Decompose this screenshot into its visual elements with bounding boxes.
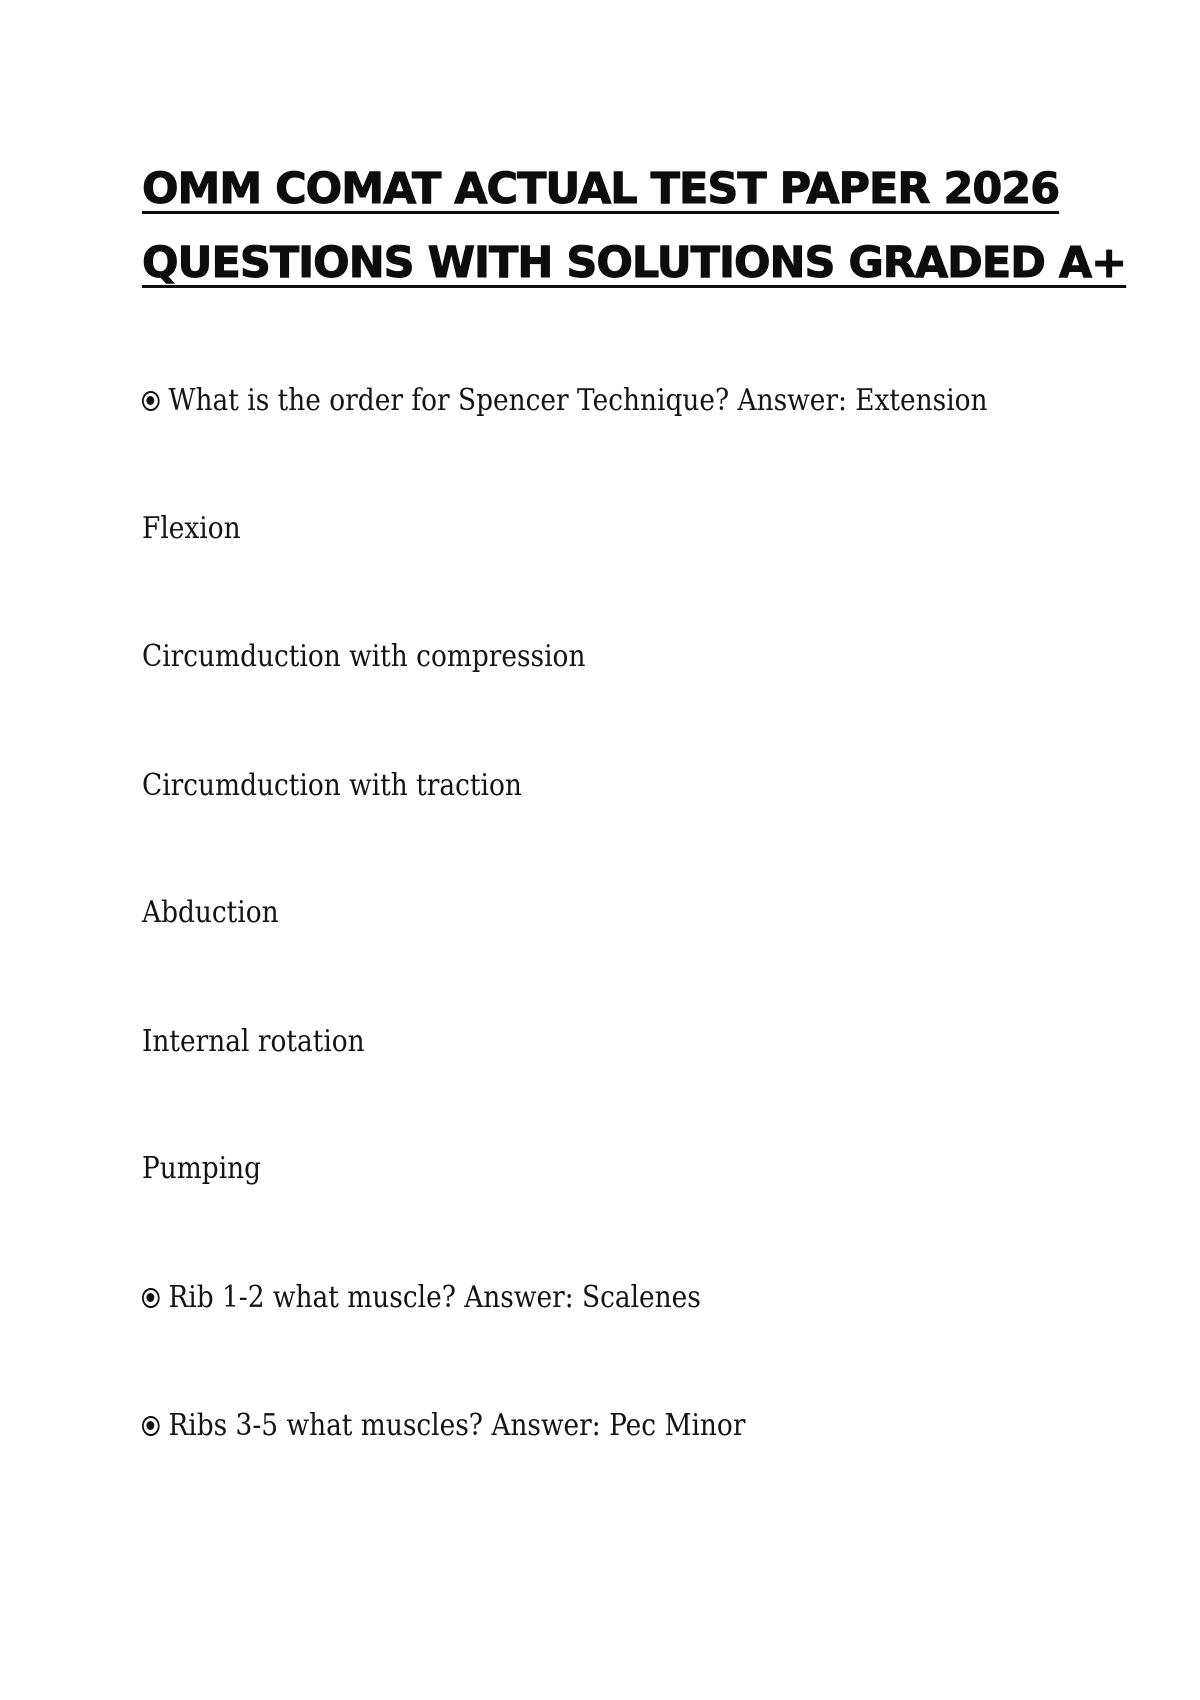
answer-step-circumduction-traction: Circumduction with traction (142, 768, 522, 803)
question-2-text: Rib 1-2 what muscle? Answer: Scalenes (168, 1280, 701, 1315)
question-2 (142, 1280, 701, 1316)
question-3-text: Ribs 3-5 what muscles? Answer: Pec Minor (168, 1408, 746, 1443)
answer-step-pumping: Pumping (142, 1151, 262, 1186)
answer-step-flexion: Flexion (142, 511, 241, 546)
answer-step-internal-rotation: Internal rotation (142, 1024, 365, 1059)
radio-bullet-icon (142, 391, 160, 411)
title-line-2: QUESTIONS WITH SOLUTIONS GRADED A+ (142, 238, 1127, 288)
page-title (142, 152, 1127, 300)
question-3 (142, 1408, 745, 1444)
radio-bullet-icon (142, 1288, 160, 1308)
answer-step-circumduction-compression: Circumduction with compression (142, 639, 586, 674)
radio-bullet-icon (142, 1416, 160, 1436)
question-1 (142, 383, 988, 419)
title-line-1: OMM COMAT ACTUAL TEST PAPER 2026 (142, 164, 1060, 214)
answer-step-abduction: Abduction (142, 895, 279, 930)
question-1-text: What is the order for Spencer Technique? Answer: Extension (168, 383, 988, 418)
